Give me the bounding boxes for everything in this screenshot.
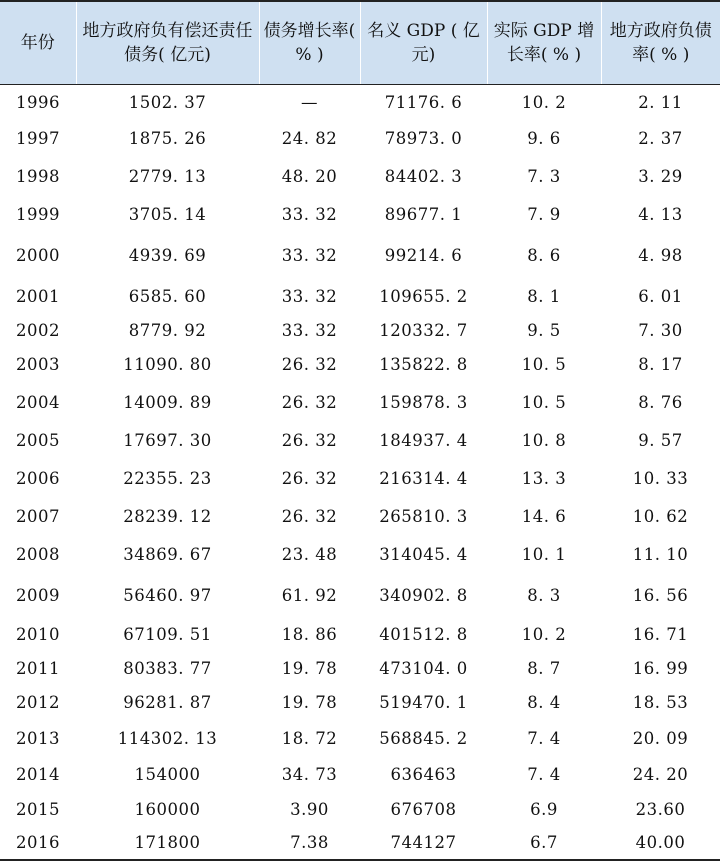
cell-debt: 96281. 87 [123, 692, 212, 712]
cell-growth-rate: 19. 78 [281, 658, 338, 678]
cell-nominal-gdp: 676708 [390, 799, 457, 819]
cell-debt: 3705. 14 [128, 204, 207, 224]
cell-debt-ratio: 2. 37 [638, 128, 683, 148]
cell-debt-ratio: 16. 56 [632, 585, 689, 605]
cell-real-gdp-growth: 14. 6 [521, 506, 567, 526]
cell-debt: 1502. 37 [128, 92, 207, 112]
cell-debt: 154000 [134, 764, 201, 784]
cell-debt-ratio: 8. 17 [638, 354, 683, 374]
table-row [0, 314, 720, 346]
cell-real-gdp-growth: 8. 7 [527, 658, 561, 678]
cell-debt-ratio: 16. 71 [632, 624, 689, 644]
cell-debt: 22355. 23 [123, 468, 212, 488]
cell-debt: 34869. 67 [123, 544, 212, 564]
header-row [0, 1, 720, 84]
cell-nominal-gdp: 340902. 8 [379, 585, 468, 605]
table-row [0, 498, 720, 534]
table-row [0, 826, 720, 860]
cell-real-gdp-growth: 9. 5 [527, 320, 561, 340]
cell-growth-rate: 23. 48 [281, 544, 338, 564]
header-local-debt: 地方政府负有偿还责任债务( 亿元) [76, 1, 259, 84]
cell-debt-ratio: 4. 98 [638, 245, 683, 265]
cell-debt-ratio: 40.00 [601, 826, 720, 860]
cell-debt-ratio: 9. 57 [638, 430, 683, 450]
cell-real-gdp-growth: 7. 9 [527, 204, 561, 224]
cell-year: 2000 [16, 245, 60, 265]
cell-year: 1996 [16, 92, 60, 112]
cell-debt: 1875. 26 [128, 128, 207, 148]
cell-debt-ratio: 23.60 [635, 799, 686, 819]
cell-growth-rate: 26. 32 [281, 430, 338, 450]
header-debt-ratio: 地方政府负债率( % ) [601, 1, 720, 84]
cell-year: 2009 [16, 585, 60, 605]
cell-debt: 67109. 51 [123, 624, 212, 644]
cell-growth-rate: 19. 78 [281, 692, 338, 712]
table-row [0, 422, 720, 458]
cell-real-gdp-growth: 8. 3 [527, 585, 561, 605]
cell-nominal-gdp: 71176. 6 [384, 92, 463, 112]
cell-real-gdp-growth: 6.7 [487, 826, 601, 860]
table-row [0, 196, 720, 232]
cell-growth-rate: 26. 32 [281, 392, 338, 412]
cell-debt-ratio: 18. 53 [632, 692, 689, 712]
cell-nominal-gdp: 473104. 0 [379, 658, 468, 678]
cell-debt: 4939. 69 [128, 245, 207, 265]
cell-growth-rate: 26. 32 [281, 354, 338, 374]
cell-year: 2002 [16, 320, 60, 340]
cell-debt: 8779. 92 [128, 320, 207, 340]
cell-year: 2012 [16, 692, 60, 712]
cell-nominal-gdp: 135822. 8 [379, 354, 468, 374]
cell-nominal-gdp: 216314. 4 [379, 468, 468, 488]
cell-year: 2003 [16, 354, 60, 374]
cell-growth-rate: 18. 72 [281, 728, 338, 748]
cell-debt-ratio: 2. 11 [638, 92, 683, 112]
cell-growth-rate: — [301, 92, 318, 112]
header-nominal-gdp: 名义 GDP ( 亿元) [360, 1, 487, 84]
cell-nominal-gdp: 84402. 3 [384, 166, 463, 186]
cell-real-gdp-growth: 7. 4 [527, 728, 561, 748]
table-row [0, 534, 720, 574]
table-row [0, 458, 720, 498]
cell-growth-rate: 26. 32 [281, 468, 338, 488]
cell-growth-rate: 24. 82 [281, 128, 338, 148]
table-row [0, 616, 720, 652]
cell-growth-rate: 18. 86 [281, 624, 338, 644]
cell-real-gdp-growth: 10. 5 [521, 354, 567, 374]
cell-real-gdp-growth: 7. 3 [527, 166, 561, 186]
cell-year: 2010 [16, 624, 60, 644]
cell-real-gdp-growth: 10. 2 [521, 624, 567, 644]
cell-real-gdp-growth: 8. 6 [527, 245, 561, 265]
cell-debt: 6585. 60 [128, 286, 207, 306]
table-row [0, 792, 720, 826]
cell-debt: 17697. 30 [123, 430, 212, 450]
cell-nominal-gdp: 265810. 3 [379, 506, 468, 526]
cell-nominal-gdp: 568845. 2 [379, 728, 468, 748]
cell-growth-rate: 7.38 [259, 826, 360, 860]
cell-real-gdp-growth: 13. 3 [521, 468, 567, 488]
cell-debt-ratio: 4. 13 [638, 204, 683, 224]
cell-real-gdp-growth: 10. 5 [521, 392, 567, 412]
cell-real-gdp-growth: 10. 1 [521, 544, 567, 564]
cell-nominal-gdp: 636463 [390, 764, 457, 784]
cell-debt-ratio: 6. 01 [638, 286, 683, 306]
cell-debt: 80383. 77 [123, 658, 212, 678]
cell-growth-rate: 33. 32 [281, 245, 338, 265]
cell-nominal-gdp: 314045. 4 [379, 544, 468, 564]
cell-growth-rate: 3.90 [290, 799, 329, 819]
cell-nominal-gdp: 519470. 1 [379, 692, 468, 712]
cell-debt: 28239. 12 [123, 506, 212, 526]
cell-year: 2016 [0, 826, 76, 860]
cell-growth-rate: 34. 73 [281, 764, 338, 784]
cell-growth-rate: 33. 32 [281, 320, 338, 340]
cell-real-gdp-growth: 9. 6 [527, 128, 561, 148]
cell-growth-rate: 26. 32 [281, 506, 338, 526]
cell-debt: 114302. 13 [117, 728, 218, 748]
table-row [0, 382, 720, 422]
table-row [0, 120, 720, 156]
cell-year: 2013 [16, 728, 60, 748]
header-debt-growth-rate: 债务增长率( % ) [259, 1, 360, 84]
table-row [0, 232, 720, 278]
cell-debt-ratio: 10. 62 [632, 506, 689, 526]
cell-debt: 2779. 13 [128, 166, 207, 186]
table-row [0, 756, 720, 792]
table-row [0, 278, 720, 314]
cell-growth-rate: 48. 20 [281, 166, 338, 186]
table-row [0, 84, 720, 120]
cell-nominal-gdp: 99214. 6 [384, 245, 463, 265]
table-body [0, 84, 720, 860]
cell-nominal-gdp: 401512. 8 [379, 624, 468, 644]
cell-year: 2011 [16, 658, 60, 678]
cell-growth-rate: 61. 92 [281, 585, 338, 605]
table-row [0, 652, 720, 684]
cell-nominal-gdp: 744127 [360, 826, 487, 860]
cell-nominal-gdp: 184937. 4 [379, 430, 468, 450]
cell-debt-ratio: 3. 29 [638, 166, 683, 186]
cell-debt-ratio: 10. 33 [632, 468, 689, 488]
cell-year: 1998 [16, 166, 60, 186]
cell-year: 2006 [16, 468, 60, 488]
cell-debt-ratio: 7. 30 [638, 320, 683, 340]
cell-nominal-gdp: 159878. 3 [379, 392, 468, 412]
cell-nominal-gdp: 89677. 1 [384, 204, 463, 224]
cell-year: 1997 [16, 128, 60, 148]
cell-real-gdp-growth: 8. 1 [527, 286, 561, 306]
table-row [0, 574, 720, 616]
cell-nominal-gdp: 78973. 0 [384, 128, 463, 148]
cell-year: 2008 [16, 544, 60, 564]
cell-year: 2007 [16, 506, 60, 526]
cell-debt: 14009. 89 [123, 392, 212, 412]
table-row [0, 684, 720, 720]
cell-year: 2005 [16, 430, 60, 450]
header-year: 年份 [0, 1, 76, 84]
cell-real-gdp-growth: 10. 2 [521, 92, 567, 112]
cell-debt: 160000 [134, 799, 201, 819]
cell-debt-ratio: 11. 10 [632, 544, 689, 564]
cell-nominal-gdp: 109655. 2 [379, 286, 468, 306]
cell-year: 2001 [16, 286, 60, 306]
cell-real-gdp-growth: 7. 4 [527, 764, 561, 784]
cell-debt: 11090. 80 [123, 354, 212, 374]
table-header [0, 1, 720, 84]
cell-growth-rate: 33. 32 [281, 204, 338, 224]
cell-nominal-gdp: 120332. 7 [379, 320, 468, 340]
table-row [0, 720, 720, 756]
header-real-gdp-growth: 实际 GDP 增长率( % ) [487, 1, 601, 84]
cell-debt-ratio: 20. 09 [632, 728, 689, 748]
cell-year: 2004 [16, 392, 60, 412]
cell-real-gdp-growth: 6.9 [530, 799, 558, 819]
cell-debt-ratio: 8. 76 [638, 392, 683, 412]
table-row [0, 156, 720, 196]
cell-real-gdp-growth: 8. 4 [527, 692, 561, 712]
cell-debt-ratio: 24. 20 [632, 764, 689, 784]
cell-debt: 171800 [76, 826, 259, 860]
cell-year: 1999 [16, 204, 60, 224]
cell-debt-ratio: 16. 99 [632, 658, 689, 678]
cell-year: 2015 [16, 799, 60, 819]
table-row [0, 346, 720, 382]
cell-growth-rate: 33. 32 [281, 286, 338, 306]
cell-debt: 56460. 97 [123, 585, 212, 605]
cell-year: 2014 [16, 764, 60, 784]
cell-real-gdp-growth: 10. 8 [521, 430, 567, 450]
